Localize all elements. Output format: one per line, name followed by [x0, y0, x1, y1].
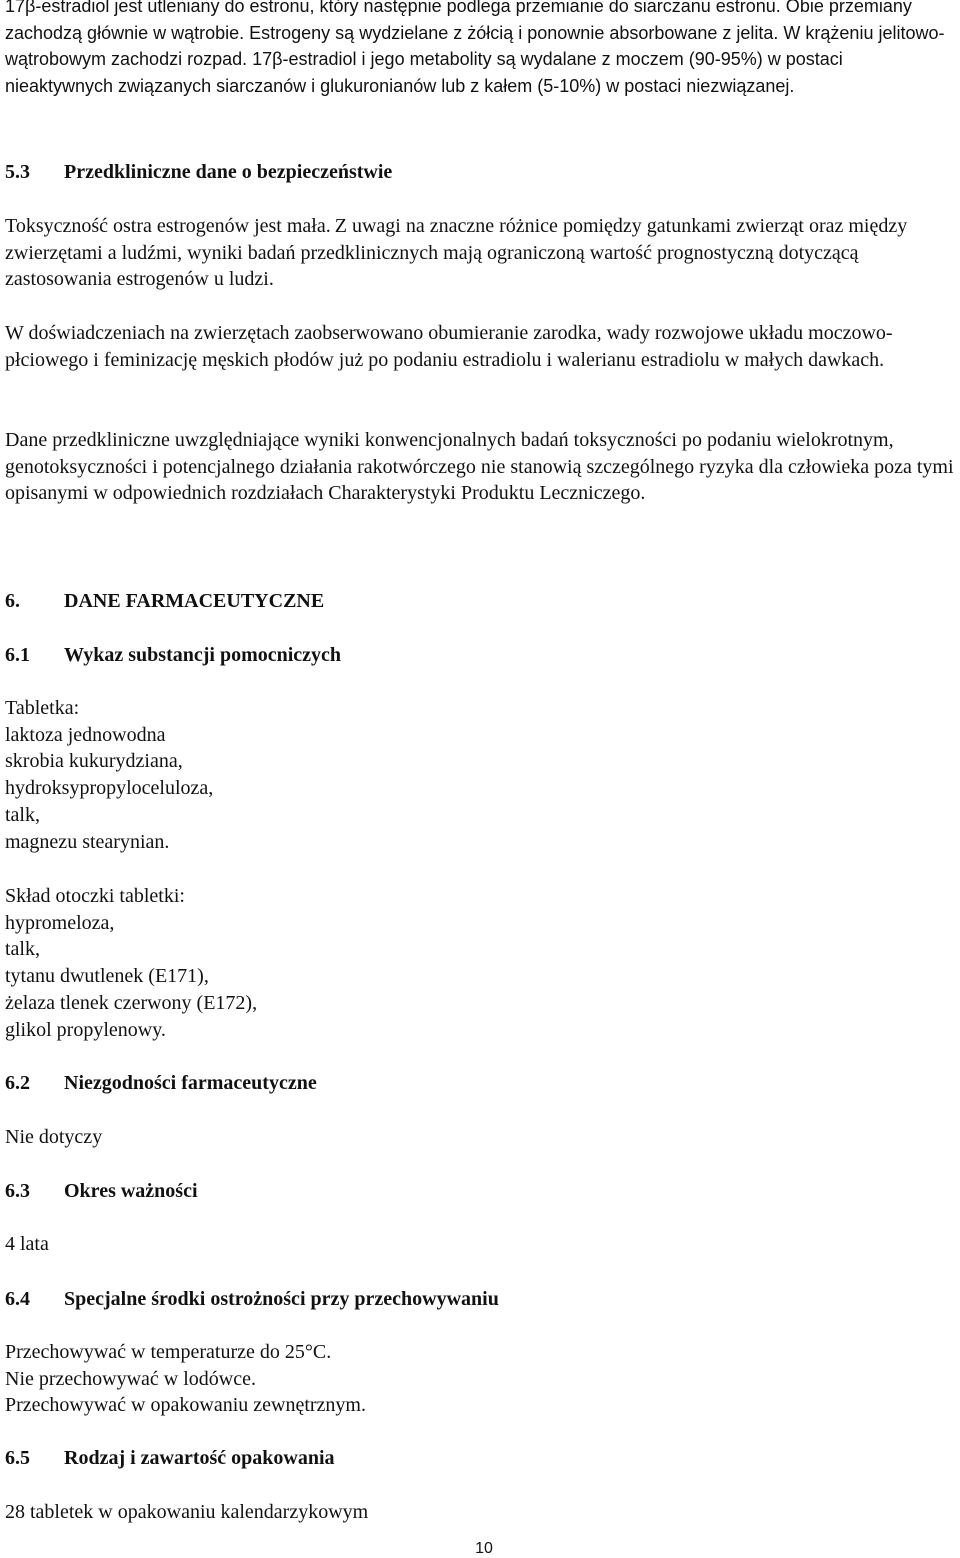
section-title: Rodzaj i zawartość opakowania — [64, 1447, 335, 1469]
page-number: 10 — [475, 1540, 493, 1557]
excipient-item: talk, — [5, 803, 40, 826]
section-number: 6.1 — [5, 644, 30, 666]
section-title: DANE FARMACEUTYCZNE — [64, 590, 325, 612]
section-number: 6.4 — [5, 1288, 30, 1310]
excipient-item: hypromeloza, — [5, 911, 115, 934]
intro-text-1: 17β-estradiol jest utleniany do estronu, który następnie podlega przemianie do siarczanu estronu. Obie przemiany zachodzą głównie w wątrobie. Estrogeny są wydzielane z żółcią i ponownie absorbowane z jelita. W krążeniu jelitowo-wątrobowym zachodzi rozpad. — [5, 0, 945, 70]
storage-line: Przechowywać w opakowaniu zewnętrznym. — [5, 1394, 366, 1417]
section-title: Okres ważności — [64, 1180, 198, 1202]
storage-line: Przechowywać w temperaturze do 25°C. — [5, 1341, 332, 1363]
storage-line: Nie przechowywać w lodówce. — [5, 1367, 257, 1390]
section-heading-6-2 — [5, 1070, 955, 1097]
s53-paragraph-2: W doświadczeniach na zwierzętach zaobserwowano obumieranie zarodka, wady rozwojowe układu moczowo-płciowego i feminizację męskich płodów już po podaniu estradiolu i walerianu estradiolu w małych dawkach. — [5, 322, 893, 371]
s53-p1-lead: Toksyczność ostra estrogenów jest mała. — [5, 215, 331, 237]
s53-paragraph-1 — [5, 213, 955, 293]
excipient-item: skrobia kukurydziana, — [5, 750, 183, 773]
section-number: 6. — [5, 590, 20, 612]
s53-p1-rest: Z uwagi na znaczne różnice pomiędzy gatunkami zwierząt oraz między zwierzętami a ludźmi, wyniki badań przedklinicznych mają ograniczoną wartość prognostyczną dotyczącą zastosowania estrogenów u ludzi. — [5, 215, 908, 291]
section-heading-6 — [5, 588, 955, 615]
s65-text: 28 tabletek w opakowaniu kalendarzykowym — [5, 1501, 369, 1523]
s62-text: Nie dotyczy — [5, 1126, 103, 1148]
excipient-item: hydroksypropyloceluloza, — [5, 777, 214, 800]
section-number: 6.5 — [5, 1447, 30, 1469]
coating-excipients — [5, 883, 955, 1043]
section-heading-6-3 — [5, 1178, 955, 1205]
section-heading-5-3 — [5, 159, 955, 186]
section-title: Niezgodności farmaceutyczne — [64, 1072, 317, 1094]
excipient-item: magnezu stearynian. — [5, 830, 170, 853]
s63-text: 4 lata — [5, 1233, 49, 1255]
section-heading-6-5 — [5, 1445, 955, 1472]
intro-paragraph — [5, 0, 955, 100]
section-heading-6-4 — [5, 1286, 955, 1313]
tablet-label: Tabletka: — [5, 697, 80, 719]
section-number: 6.3 — [5, 1180, 30, 1202]
section-title: Przedkliniczne dane o bezpieczeństwie — [64, 161, 393, 183]
s53-paragraph-3: Dane przedkliniczne uwzględniające wyniki konwencjonalnych badań toksyczności po podaniu wielokrotnym, genotoksyczności i potencjalnego działania rakotwórczego nie stanowią szczególnego ryzyka dla człowieka poza tymi opisanymi w odpowiednich rozdziałach Charakterystyki Produktu Leczniczego. — [5, 429, 954, 505]
excipient-item: talk, — [5, 938, 40, 961]
excipient-item: żelaza tlenek czerwony (E172), — [5, 991, 258, 1014]
section-heading-6-1 — [5, 642, 955, 669]
excipient-item: tytanu dwutlenek (E171), — [5, 965, 209, 988]
excipient-item: glikol propylenowy. — [5, 1018, 166, 1041]
coating-label: Skład otoczki tabletki: — [5, 885, 185, 907]
section-number: 5.3 — [5, 161, 30, 183]
intro-text-2: 17β-estradiol i jego metabolity są wydalane z moczem (90-95%) w postaci nieaktywnych związanych siarczanów i glukuronianów lub z kałem (5-10%) w postaci niezwiązanej. — [5, 49, 843, 97]
excipient-item: laktoza jednowodna — [5, 723, 166, 746]
section-number: 6.2 — [5, 1072, 30, 1094]
storage-instructions — [5, 1339, 955, 1419]
section-title: Specjalne środki ostrożności przy przechowywaniu — [64, 1288, 499, 1310]
section-title: Wykaz substancji pomocniczych — [64, 644, 342, 666]
tablet-excipients — [5, 695, 955, 855]
